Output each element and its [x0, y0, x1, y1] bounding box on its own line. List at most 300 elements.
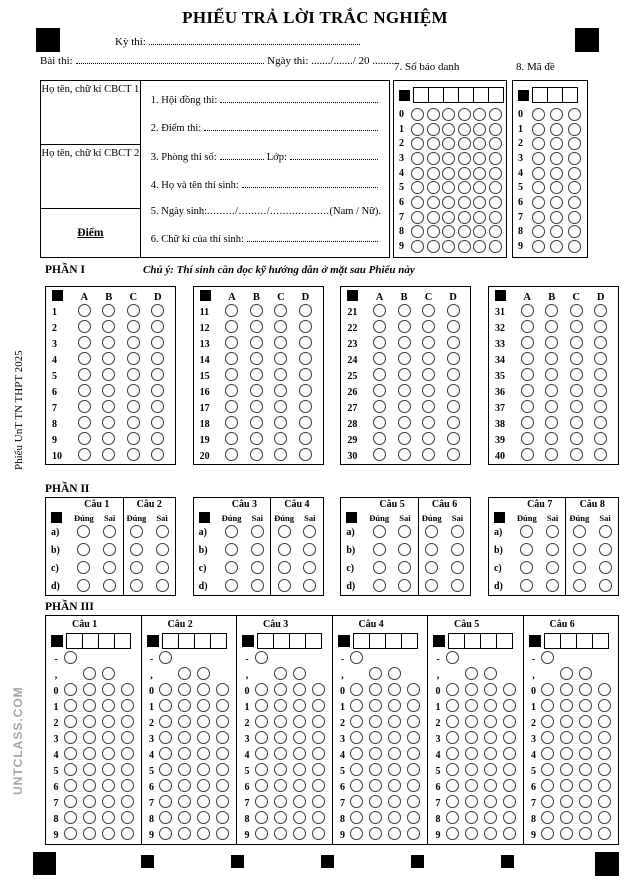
bubble-p3-câu5-0-s1[interactable]: [446, 683, 459, 696]
bubble-p1-q17-A[interactable]: [225, 400, 238, 413]
bubble-p1-q5-A[interactable]: [78, 368, 91, 381]
bubble-p2-câu7-d-dung[interactable]: [520, 579, 533, 592]
bubble-p1-q16-A[interactable]: [225, 384, 238, 397]
bubble-p3-câu3-0-s1[interactable]: [255, 683, 268, 696]
bubble-p3-câu4-7-s3[interactable]: [388, 795, 401, 808]
bubble-p3-câu6-5-s1[interactable]: [541, 763, 554, 776]
bubble-p1-q38-B[interactable]: [545, 416, 558, 429]
bubble-p1-q31-A[interactable]: [521, 304, 534, 317]
bubble-p3-câu2-4-s1[interactable]: [159, 747, 172, 760]
bubble-p3-câu4-9-s3[interactable]: [388, 827, 401, 840]
bubble-sbd-col3-digit9[interactable]: [442, 240, 455, 253]
bubble-p1-q38-D[interactable]: [594, 416, 607, 429]
bubble-p2-câu1-d-sai[interactable]: [103, 579, 116, 592]
bubble-p3-câu2-5-s3[interactable]: [197, 763, 210, 776]
bubble-p3-câu4-0-s3[interactable]: [388, 683, 401, 696]
bubble-p1-q3-C[interactable]: [127, 336, 140, 349]
bubble-p3-câu2-8-s2[interactable]: [178, 811, 191, 824]
bubble-p3-câu6-8-s2[interactable]: [560, 811, 573, 824]
bubble-sbd-col6-digit7[interactable]: [489, 211, 502, 224]
bubble-p1-q2-B[interactable]: [102, 320, 115, 333]
bubble-p1-q26-A[interactable]: [373, 384, 386, 397]
bubble-sbd-col5-digit5[interactable]: [473, 181, 486, 194]
bubble-sbd-col4-digit9[interactable]: [458, 240, 471, 253]
bubble-p1-q11-D[interactable]: [299, 304, 312, 317]
bubble-sbd-col1-digit0[interactable]: [411, 108, 424, 121]
bubble-p3-câu3-3-s4[interactable]: [312, 731, 325, 744]
bubble-p3-câu4-4-s1[interactable]: [350, 747, 363, 760]
bubble-p1-q5-C[interactable]: [127, 368, 140, 381]
bubble-p3-câu5-9-s4[interactable]: [503, 827, 516, 840]
bubble-p3-câu6-9-s4[interactable]: [598, 827, 611, 840]
bubble-sbd-col6-digit6[interactable]: [489, 196, 502, 209]
bubble-p3-câu4-,-s2[interactable]: [369, 667, 382, 680]
bubble-p2-câu3-a-sai[interactable]: [251, 525, 264, 538]
bubble-p3-câu3-4-s3[interactable]: [293, 747, 306, 760]
bubble-p3-câu2-0-s3[interactable]: [197, 683, 210, 696]
bubble-p3-câu2-6-s4[interactable]: [216, 779, 229, 792]
bubble-p3-câu3-2-s2[interactable]: [274, 715, 287, 728]
bubble-p1-q6-A[interactable]: [78, 384, 91, 397]
bubble-p2-câu2-c-dung[interactable]: [130, 561, 143, 574]
bubble-p1-q29-B[interactable]: [398, 432, 411, 445]
bubble-p1-q6-B[interactable]: [102, 384, 115, 397]
bubble-p2-câu7-b-sai[interactable]: [546, 543, 559, 556]
bubble-p1-q35-D[interactable]: [594, 368, 607, 381]
câu1-write-box-2[interactable]: [82, 633, 99, 649]
bubble-sbd-col2-digit8[interactable]: [427, 225, 440, 238]
bubble-p1-q28-C[interactable]: [422, 416, 435, 429]
bubble-p1-q35-C[interactable]: [570, 368, 583, 381]
bubble-p3-câu1-8-s1[interactable]: [64, 811, 77, 824]
bubble-p3-câu4-0-s2[interactable]: [369, 683, 382, 696]
bubble-sbd-col6-digit2[interactable]: [489, 137, 502, 150]
bubble-p1-q8-A[interactable]: [78, 416, 91, 429]
bubble-p2-câu4-c-dung[interactable]: [278, 561, 291, 574]
bubble-sbd-col6-digit0[interactable]: [489, 108, 502, 121]
bubble-p3-câu3-8-s1[interactable]: [255, 811, 268, 824]
bubble-p3-câu6-0-s3[interactable]: [579, 683, 592, 696]
bubble-p1-q39-A[interactable]: [521, 432, 534, 445]
bubble-p3-câu5-7-s2[interactable]: [465, 795, 478, 808]
bubble-p1-q28-A[interactable]: [373, 416, 386, 429]
exam-name-input-line[interactable]: [149, 34, 360, 45]
bubble-p3-câu3-7-s3[interactable]: [293, 795, 306, 808]
bubble-p3-câu1-6-s3[interactable]: [102, 779, 115, 792]
bubble-p2-câu7-a-dung[interactable]: [520, 525, 533, 538]
proctor1-signature-cell[interactable]: Họ tên, chữ kí CBCT 1: [41, 81, 140, 145]
subject-input-line[interactable]: [76, 53, 264, 64]
câu6-write-box-3[interactable]: [576, 633, 593, 649]
bubble-p3-câu1-0-s2[interactable]: [83, 683, 96, 696]
bubble-p1-q5-B[interactable]: [102, 368, 115, 381]
bubble-p3-câu1-6-s1[interactable]: [64, 779, 77, 792]
bubble-p3-câu5-7-s1[interactable]: [446, 795, 459, 808]
bubble-p1-q40-B[interactable]: [545, 448, 558, 461]
bubble-p3-câu3-3-s2[interactable]: [274, 731, 287, 744]
bubble-p3-câu2-1-s1[interactable]: [159, 699, 172, 712]
bubble-p1-q33-B[interactable]: [545, 336, 558, 349]
bubble-p1-q2-D[interactable]: [151, 320, 164, 333]
bubble-p3-câu4-8-s2[interactable]: [369, 811, 382, 824]
bubble-p3-câu6-1-s2[interactable]: [560, 699, 573, 712]
bubble-p3-câu6-3-s4[interactable]: [598, 731, 611, 744]
bubble-p3-câu1-2-s3[interactable]: [102, 715, 115, 728]
bubble-sbd-col6-digit8[interactable]: [489, 225, 502, 238]
bubble-p2-câu8-b-dung[interactable]: [573, 543, 586, 556]
bubble-p1-q40-D[interactable]: [594, 448, 607, 461]
bubble-p1-q6-D[interactable]: [151, 384, 164, 397]
bubble-p3-câu6-7-s4[interactable]: [598, 795, 611, 808]
bubble-made-col2-digit2[interactable]: [550, 137, 563, 150]
bubble-p3-câu2-9-s3[interactable]: [197, 827, 210, 840]
bubble-p3-câu5-8-s2[interactable]: [465, 811, 478, 824]
bubble-p3-câu5-2-s3[interactable]: [484, 715, 497, 728]
bubble-p3-câu5-0-s4[interactable]: [503, 683, 516, 696]
bubble-p3-câu1-9-s1[interactable]: [64, 827, 77, 840]
bubble-sbd-col1-digit5[interactable]: [411, 181, 424, 194]
bubble-p3-câu4-7-s1[interactable]: [350, 795, 363, 808]
bubble-sbd-col5-digit2[interactable]: [473, 137, 486, 150]
bubble-p3-câu4-5-s1[interactable]: [350, 763, 363, 776]
bubble-p2-câu5-a-dung[interactable]: [373, 525, 386, 538]
bubble-p1-q22-B[interactable]: [398, 320, 411, 333]
field-input-line[interactable]: [247, 231, 378, 242]
bubble-sbd-col5-digit6[interactable]: [473, 196, 486, 209]
bubble-p3-câu5-4-s1[interactable]: [446, 747, 459, 760]
bubble-sbd-col2-digit9[interactable]: [427, 240, 440, 253]
bubble-p3-câu4-9-s1[interactable]: [350, 827, 363, 840]
bubble-sbd-col3-digit2[interactable]: [442, 137, 455, 150]
field-input-line[interactable]: [204, 120, 378, 131]
bubble-p2-câu6-d-dung[interactable]: [425, 579, 438, 592]
bubble-p3-câu6-8-s3[interactable]: [579, 811, 592, 824]
bubble-p1-q17-C[interactable]: [274, 400, 287, 413]
bubble-p3-câu6-1-s3[interactable]: [579, 699, 592, 712]
sbd-write-box-6[interactable]: [488, 87, 504, 103]
bubble-p3-câu5-6-s1[interactable]: [446, 779, 459, 792]
bubble-sbd-col6-digit5[interactable]: [489, 181, 502, 194]
bubble-p1-q1-D[interactable]: [151, 304, 164, 317]
bubble-p1-q39-B[interactable]: [545, 432, 558, 445]
bubble-p1-q30-A[interactable]: [373, 448, 386, 461]
bubble-p3-câu6-9-s3[interactable]: [579, 827, 592, 840]
bubble-p3-câu5-1-s2[interactable]: [465, 699, 478, 712]
bubble-p3-câu3-5-s2[interactable]: [274, 763, 287, 776]
bubble-p2-câu6-a-sai[interactable]: [451, 525, 464, 538]
bubble-p3-câu6-9-s1[interactable]: [541, 827, 554, 840]
bubble-sbd-col2-digit5[interactable]: [427, 181, 440, 194]
bubble-p3-câu2-7-s3[interactable]: [197, 795, 210, 808]
bubble-p3-câu4-3-s1[interactable]: [350, 731, 363, 744]
bubble-p3-câu2-0-s2[interactable]: [178, 683, 191, 696]
bubble-p3-câu2-6-s2[interactable]: [178, 779, 191, 792]
bubble-p3-câu4---s1[interactable]: [350, 651, 363, 664]
bubble-p1-q12-A[interactable]: [225, 320, 238, 333]
bubble-sbd-col2-digit3[interactable]: [427, 152, 440, 165]
bubble-p3-câu2-2-s1[interactable]: [159, 715, 172, 728]
bubble-made-col1-digit9[interactable]: [532, 240, 545, 253]
bubble-p3-câu6-6-s1[interactable]: [541, 779, 554, 792]
bubble-p3-câu6-5-s2[interactable]: [560, 763, 573, 776]
bubble-p3-câu4-9-s4[interactable]: [407, 827, 420, 840]
bubble-p1-q7-B[interactable]: [102, 400, 115, 413]
bubble-p1-q15-C[interactable]: [274, 368, 287, 381]
bubble-p1-q39-C[interactable]: [570, 432, 583, 445]
câu5-write-box-3[interactable]: [480, 633, 497, 649]
bubble-p2-câu8-a-dung[interactable]: [573, 525, 586, 538]
bubble-p3-câu1-,-s2[interactable]: [83, 667, 96, 680]
bubble-p1-q27-D[interactable]: [447, 400, 460, 413]
bubble-p2-câu3-b-sai[interactable]: [251, 543, 264, 556]
bubble-p3-câu3-3-s1[interactable]: [255, 731, 268, 744]
bubble-p2-câu1-d-dung[interactable]: [77, 579, 90, 592]
bubble-p3-câu1-0-s4[interactable]: [121, 683, 134, 696]
bubble-p3-câu4-3-s2[interactable]: [369, 731, 382, 744]
câu4-write-box-1[interactable]: [353, 633, 370, 649]
bubble-made-col2-digit7[interactable]: [550, 211, 563, 224]
bubble-p1-q34-C[interactable]: [570, 352, 583, 365]
bubble-p1-q17-D[interactable]: [299, 400, 312, 413]
bubble-p2-câu5-d-dung[interactable]: [373, 579, 386, 592]
bubble-p3-câu1-4-s4[interactable]: [121, 747, 134, 760]
bubble-sbd-col2-digit2[interactable]: [427, 137, 440, 150]
bubble-sbd-col4-digit2[interactable]: [458, 137, 471, 150]
bubble-p1-q36-B[interactable]: [545, 384, 558, 397]
bubble-p1-q31-C[interactable]: [570, 304, 583, 317]
bubble-p3-câu2-0-s4[interactable]: [216, 683, 229, 696]
bubble-made-col3-digit1[interactable]: [568, 123, 581, 136]
bubble-p1-q10-C[interactable]: [127, 448, 140, 461]
bubble-p3-câu3-4-s2[interactable]: [274, 747, 287, 760]
bubble-p3-câu6-,-s2[interactable]: [560, 667, 573, 680]
bubble-p1-q15-B[interactable]: [250, 368, 263, 381]
bubble-p2-câu7-c-sai[interactable]: [546, 561, 559, 574]
bubble-p3-câu2-6-s3[interactable]: [197, 779, 210, 792]
bubble-sbd-col4-digit0[interactable]: [458, 108, 471, 121]
bubble-made-col3-digit0[interactable]: [568, 108, 581, 121]
bubble-p3-câu5-5-s2[interactable]: [465, 763, 478, 776]
bubble-p3-câu3-5-s4[interactable]: [312, 763, 325, 776]
bubble-p3-câu4-6-s3[interactable]: [388, 779, 401, 792]
bubble-p3-câu3-2-s1[interactable]: [255, 715, 268, 728]
bubble-p2-câu1-a-dung[interactable]: [77, 525, 90, 538]
bubble-p1-q32-C[interactable]: [570, 320, 583, 333]
bubble-p3-câu5-5-s1[interactable]: [446, 763, 459, 776]
bubble-p3-câu5-,-s2[interactable]: [465, 667, 478, 680]
bubble-p3-câu1-5-s2[interactable]: [83, 763, 96, 776]
bubble-p3-câu3-9-s1[interactable]: [255, 827, 268, 840]
bubble-p1-q29-D[interactable]: [447, 432, 460, 445]
bubble-sbd-col6-digit3[interactable]: [489, 152, 502, 165]
bubble-p1-q21-C[interactable]: [422, 304, 435, 317]
bubble-sbd-col1-digit1[interactable]: [411, 123, 424, 136]
bubble-p3-câu5-7-s3[interactable]: [484, 795, 497, 808]
bubble-p1-q4-A[interactable]: [78, 352, 91, 365]
bubble-p2-câu6-c-sai[interactable]: [451, 561, 464, 574]
bubble-p2-câu5-d-sai[interactable]: [398, 579, 411, 592]
bubble-p3-câu3-9-s3[interactable]: [293, 827, 306, 840]
bubble-p3-câu4-9-s2[interactable]: [369, 827, 382, 840]
bubble-p1-q22-C[interactable]: [422, 320, 435, 333]
bubble-p3-câu2-3-s2[interactable]: [178, 731, 191, 744]
bubble-p3-câu2-2-s4[interactable]: [216, 715, 229, 728]
bubble-sbd-col4-digit3[interactable]: [458, 152, 471, 165]
bubble-p3-câu4-,-s3[interactable]: [388, 667, 401, 680]
bubble-p3-câu1-1-s1[interactable]: [64, 699, 77, 712]
bubble-p3-câu5-1-s1[interactable]: [446, 699, 459, 712]
bubble-made-col1-digit2[interactable]: [532, 137, 545, 150]
bubble-p2-câu4-d-dung[interactable]: [278, 579, 291, 592]
bubble-p3-câu6-7-s1[interactable]: [541, 795, 554, 808]
bubble-p3-câu2-3-s3[interactable]: [197, 731, 210, 744]
bubble-made-col2-digit9[interactable]: [550, 240, 563, 253]
bubble-p3-câu2-0-s1[interactable]: [159, 683, 172, 696]
bubble-p1-q28-D[interactable]: [447, 416, 460, 429]
bubble-p1-q9-C[interactable]: [127, 432, 140, 445]
bubble-p1-q16-B[interactable]: [250, 384, 263, 397]
bubble-p1-q12-C[interactable]: [274, 320, 287, 333]
bubble-p1-q4-D[interactable]: [151, 352, 164, 365]
bubble-p3-câu6-4-s2[interactable]: [560, 747, 573, 760]
bubble-p3-câu5-8-s3[interactable]: [484, 811, 497, 824]
bubble-p1-q17-B[interactable]: [250, 400, 263, 413]
bubble-p1-q18-C[interactable]: [274, 416, 287, 429]
bubble-p2-câu1-a-sai[interactable]: [103, 525, 116, 538]
bubble-sbd-col5-digit9[interactable]: [473, 240, 486, 253]
bubble-p2-câu2-b-dung[interactable]: [130, 543, 143, 556]
bubble-p1-q24-D[interactable]: [447, 352, 460, 365]
câu2-write-box-4[interactable]: [210, 633, 227, 649]
bubble-p1-q25-D[interactable]: [447, 368, 460, 381]
bubble-p1-q21-D[interactable]: [447, 304, 460, 317]
bubble-p1-q32-D[interactable]: [594, 320, 607, 333]
bubble-p2-câu8-d-dung[interactable]: [573, 579, 586, 592]
bubble-p3-câu5-5-s3[interactable]: [484, 763, 497, 776]
bubble-p3-câu1-6-s2[interactable]: [83, 779, 96, 792]
bubble-p2-câu3-b-dung[interactable]: [225, 543, 238, 556]
bubble-p3-câu1-4-s2[interactable]: [83, 747, 96, 760]
câu4-write-box-4[interactable]: [401, 633, 418, 649]
bubble-p2-câu3-d-sai[interactable]: [251, 579, 264, 592]
câu2-write-box-1[interactable]: [162, 633, 179, 649]
bubble-p3-câu6-7-s3[interactable]: [579, 795, 592, 808]
bubble-p1-q19-B[interactable]: [250, 432, 263, 445]
bubble-p3-câu5-1-s3[interactable]: [484, 699, 497, 712]
bubble-p3-câu4-1-s2[interactable]: [369, 699, 382, 712]
bubble-p1-q26-B[interactable]: [398, 384, 411, 397]
bubble-p3-câu4-4-s4[interactable]: [407, 747, 420, 760]
câu6-write-box-1[interactable]: [544, 633, 561, 649]
bubble-p1-q27-A[interactable]: [373, 400, 386, 413]
bubble-p3-câu3-0-s3[interactable]: [293, 683, 306, 696]
bubble-p2-câu8-c-sai[interactable]: [599, 561, 612, 574]
bubble-p2-câu5-c-sai[interactable]: [398, 561, 411, 574]
bubble-p1-q35-A[interactable]: [521, 368, 534, 381]
bubble-sbd-col6-digit1[interactable]: [489, 123, 502, 136]
bubble-p3-câu4-2-s1[interactable]: [350, 715, 363, 728]
câu5-write-box-1[interactable]: [448, 633, 465, 649]
bubble-sbd-col5-digit1[interactable]: [473, 123, 486, 136]
bubble-p3-câu6-2-s2[interactable]: [560, 715, 573, 728]
bubble-p1-q7-C[interactable]: [127, 400, 140, 413]
bubble-p1-q38-A[interactable]: [521, 416, 534, 429]
bubble-p3-câu2-4-s3[interactable]: [197, 747, 210, 760]
bubble-p3-câu1-0-s3[interactable]: [102, 683, 115, 696]
bubble-p3-câu3-1-s3[interactable]: [293, 699, 306, 712]
bubble-sbd-col5-digit4[interactable]: [473, 167, 486, 180]
bubble-sbd-col2-digit7[interactable]: [427, 211, 440, 224]
bubble-p3-câu4-0-s4[interactable]: [407, 683, 420, 696]
bubble-p1-q38-C[interactable]: [570, 416, 583, 429]
bubble-p3-câu6-3-s2[interactable]: [560, 731, 573, 744]
bubble-p2-câu6-a-dung[interactable]: [425, 525, 438, 538]
bubble-p1-q26-C[interactable]: [422, 384, 435, 397]
bubble-p2-câu5-a-sai[interactable]: [398, 525, 411, 538]
bubble-sbd-col2-digit4[interactable]: [427, 167, 440, 180]
bubble-sbd-col6-digit4[interactable]: [489, 167, 502, 180]
bubble-p3-câu6-1-s1[interactable]: [541, 699, 554, 712]
bubble-p1-q15-A[interactable]: [225, 368, 238, 381]
bubble-p3-câu6-8-s1[interactable]: [541, 811, 554, 824]
bubble-p3-câu1---s1[interactable]: [64, 651, 77, 664]
bubble-p1-q34-D[interactable]: [594, 352, 607, 365]
bubble-p1-q25-B[interactable]: [398, 368, 411, 381]
bubble-p1-q9-A[interactable]: [78, 432, 91, 445]
câu2-write-box-3[interactable]: [194, 633, 211, 649]
made-write-box-3[interactable]: [562, 87, 578, 103]
bubble-p1-q1-A[interactable]: [78, 304, 91, 317]
bubble-p2-câu7-b-dung[interactable]: [520, 543, 533, 556]
bubble-p1-q30-D[interactable]: [447, 448, 460, 461]
bubble-p3-câu6-8-s4[interactable]: [598, 811, 611, 824]
bubble-p2-câu4-b-dung[interactable]: [278, 543, 291, 556]
bubble-p3-câu2-4-s2[interactable]: [178, 747, 191, 760]
bubble-p2-câu2-b-sai[interactable]: [156, 543, 169, 556]
bubble-p3-câu2-1-s2[interactable]: [178, 699, 191, 712]
bubble-p3-câu1-3-s2[interactable]: [83, 731, 96, 744]
bubble-p3-câu3-1-s1[interactable]: [255, 699, 268, 712]
bubble-p3-câu3-7-s1[interactable]: [255, 795, 268, 808]
câu5-write-box-2[interactable]: [464, 633, 481, 649]
bubble-p3-câu4-6-s4[interactable]: [407, 779, 420, 792]
bubble-made-col3-digit2[interactable]: [568, 137, 581, 150]
bubble-made-col1-digit0[interactable]: [532, 108, 545, 121]
bubble-p1-q10-D[interactable]: [151, 448, 164, 461]
bubble-p2-câu4-c-sai[interactable]: [303, 561, 316, 574]
bubble-p3-câu2-4-s4[interactable]: [216, 747, 229, 760]
bubble-p3-câu6---s1[interactable]: [541, 651, 554, 664]
bubble-p3-câu4-4-s3[interactable]: [388, 747, 401, 760]
bubble-p2-câu6-d-sai[interactable]: [451, 579, 464, 592]
bubble-sbd-col4-digit6[interactable]: [458, 196, 471, 209]
bubble-p1-q4-C[interactable]: [127, 352, 140, 365]
bubble-p3-câu6-5-s4[interactable]: [598, 763, 611, 776]
bubble-p1-q23-D[interactable]: [447, 336, 460, 349]
câu3-write-box-2[interactable]: [273, 633, 290, 649]
bubble-p3-câu5-3-s3[interactable]: [484, 731, 497, 744]
proctor2-signature-cell[interactable]: Họ tên, chữ kí CBCT 2: [41, 145, 140, 209]
bubble-p1-q29-A[interactable]: [373, 432, 386, 445]
bubble-p1-q25-C[interactable]: [422, 368, 435, 381]
bubble-made-col3-digit4[interactable]: [568, 167, 581, 180]
bubble-sbd-col3-digit4[interactable]: [442, 167, 455, 180]
bubble-p3-câu6-6-s4[interactable]: [598, 779, 611, 792]
bubble-p3-câu6-3-s1[interactable]: [541, 731, 554, 744]
bubble-p3-câu3-6-s1[interactable]: [255, 779, 268, 792]
bubble-made-col2-digit8[interactable]: [550, 225, 563, 238]
bubble-p3-câu1-7-s2[interactable]: [83, 795, 96, 808]
